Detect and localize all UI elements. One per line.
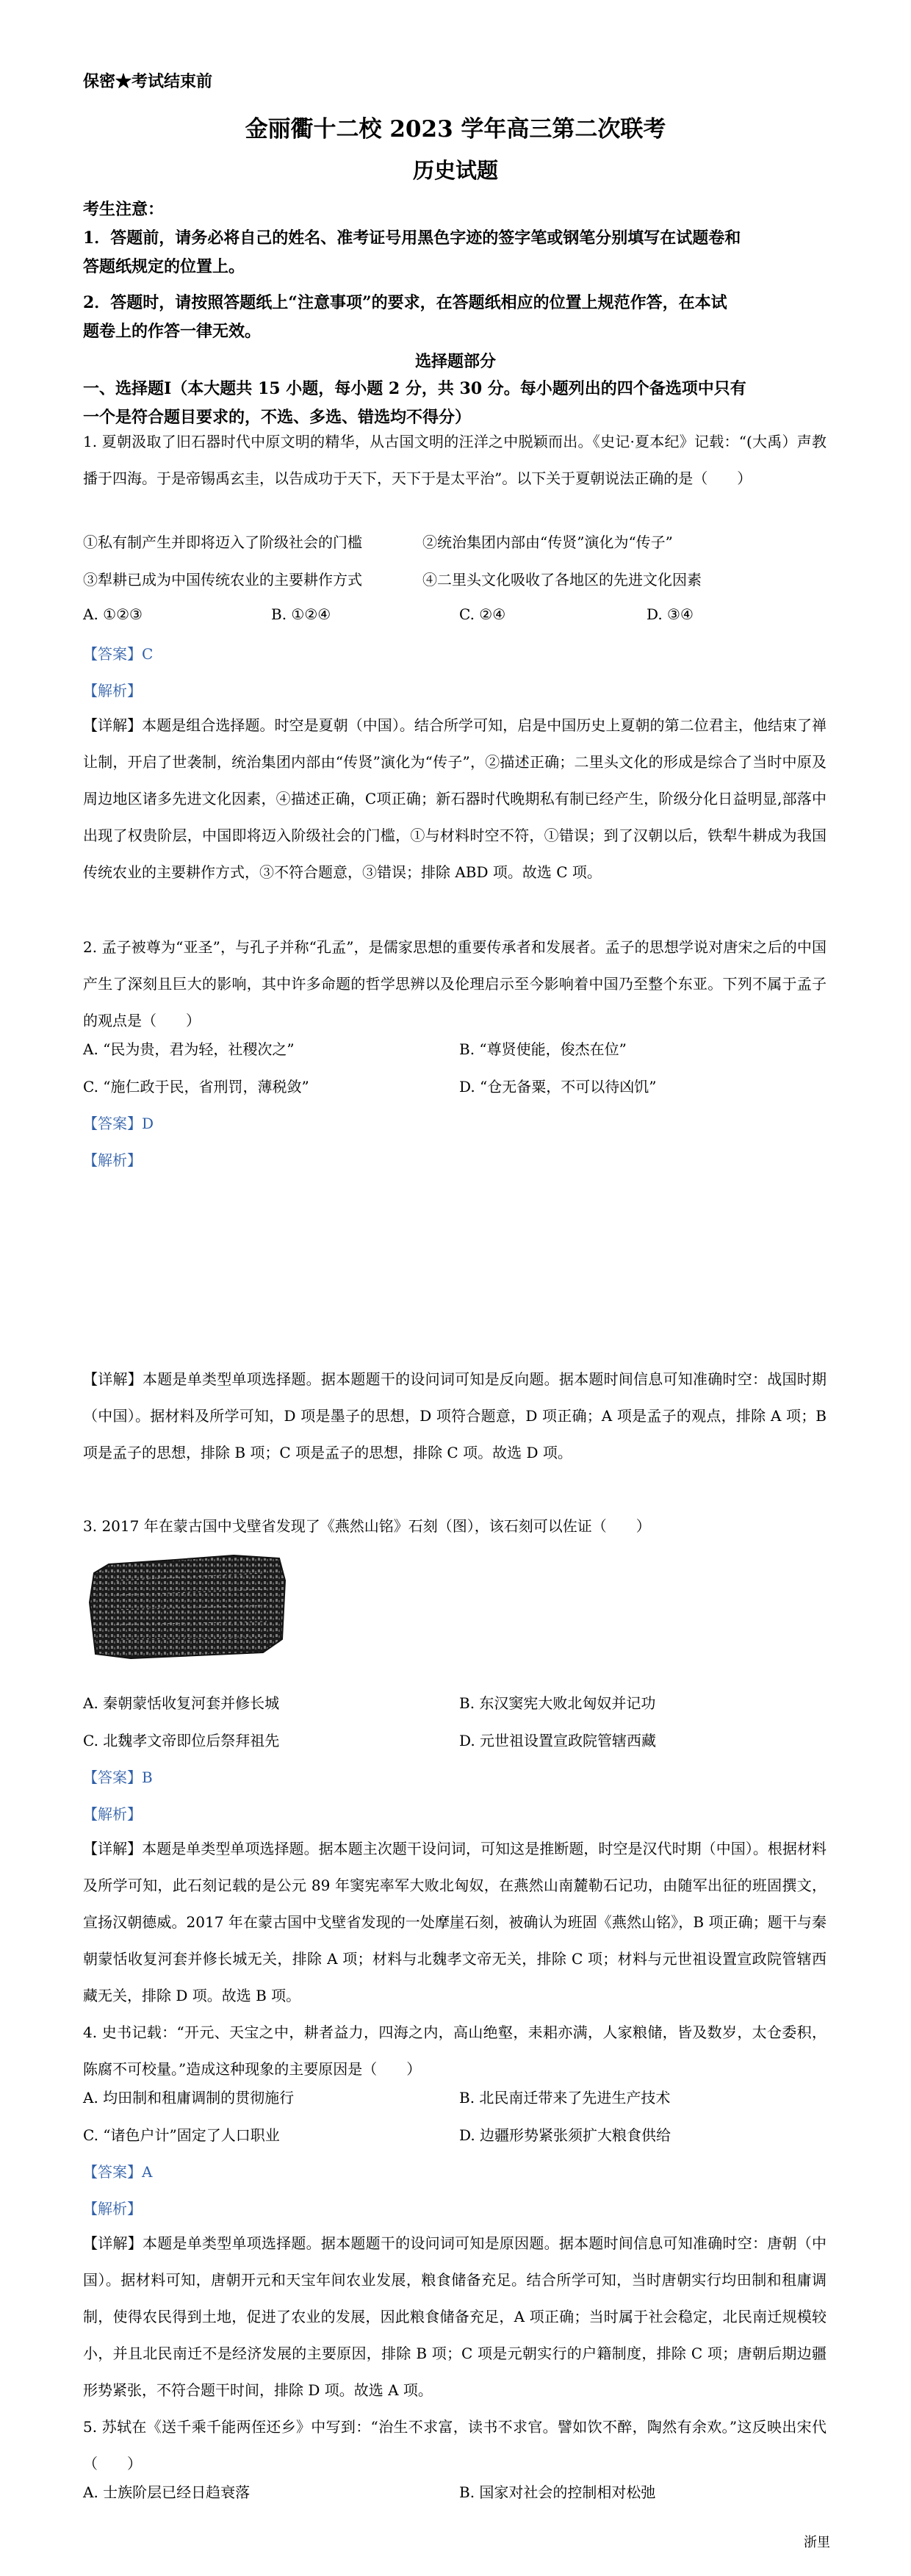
- q4-option-b: B. 北民南迁带来了先进生产技术: [459, 2089, 671, 2107]
- q2-detail: 【详解】本题是单类型单项选择题。据本题题干的设问词可知是反向题。据本题时间信息可知准确时空：战国时期（中国）。据材料及所学可知，D 项是墨子的思想，D 项符合题意，D 项正确；A 项是孟子的观点，排除 A 项；B 项是孟子的思想，排除 B 项；C 项是孟子的思想，排除 C 项。故选 D 项。: [83, 1370, 827, 1461]
- q1-statement-4: ④二里头文化吸收了各地区的先进文化因素: [422, 571, 702, 589]
- q1-stem: 1. 夏朝汲取了旧石器时代中原文明的精华，从古国文明的汪洋之中脱颖而出。《史记·夏本纪》记载：“(大禹）声教播于四海。于是帝锡禹玄圭，以告成功于天下，天下于是太平治”。以下关于夏朝说法正确的是（ ）: [83, 433, 827, 487]
- q1-statement-2: ②统治集团内部由“传贤”演化为“传子”: [422, 533, 673, 551]
- q3-analysis-label: 【解析】: [83, 1805, 142, 1823]
- exam-title: 金丽衢十二校 2023 学年高三第二次联考: [245, 116, 666, 143]
- q1-statement-1: ①私有制产生并即将迈入了阶级社会的门槛: [83, 533, 362, 551]
- q2-option-c: C. “施仁政于民，省刑罚，薄税敛”: [83, 1078, 309, 1095]
- q4-analysis-label: 【解析】: [83, 2200, 142, 2217]
- q3-option-a: A. 秦朝蒙恬收复河套并修长城: [83, 1694, 280, 1712]
- q4-option-a: A. 均田制和租庸调制的贯彻施行: [83, 2089, 295, 2107]
- part-heading-line-2: 一个是符合题目要求的，不选、多选、错选均不得分）: [83, 408, 472, 427]
- section-title: 选择题部分: [414, 352, 496, 371]
- q4-option-c: C. “诸色户计”固定了人口职业: [83, 2126, 280, 2144]
- q4-option-d: D. 边疆形势紧张须扩大粮食供给: [459, 2126, 671, 2144]
- notice-line-4: 题卷上的作答一律无效。: [83, 322, 262, 341]
- q3-option-b: B. 东汉窦宪大败北匈奴并记功: [459, 1694, 656, 1712]
- q1-statement-3: ③犁耕已成为中国传统农业的主要耕作方式: [83, 571, 362, 589]
- q5-option-b: B. 国家对社会的控制相对松弛: [459, 2483, 656, 2501]
- yanran-inscription-image: [87, 1551, 288, 1661]
- q3-option-d: D. 元世祖设置宣政院管辖西藏: [459, 1732, 657, 1749]
- notice-line-3: 2．答题时，请按照答题纸上“注意事项”的要求，在答题纸相应的位置上规范作答，在本试: [83, 293, 727, 312]
- q2-answer: 【答案】D: [83, 1115, 154, 1132]
- q3-detail: 【详解】本题是单类型单项选择题。据本题主次题干设问词，可知这是推断题，时空是汉代时期（中国）。根据材料及所学可知，此石刻记载的是公元 89 年窦宪率军大败北匈奴，在燕然山南麓勒石记功，由随军出征的班固撰文，宣扬汉朝德威。2017 年在蒙古国中戈壁省发现的一处摩崖石刻，被确认为班固《燕然山铭》，B 项正确；题干与秦朝蒙恬收复河套并修长城无关，排除 A 项；材料与北魏孝文帝无关，排除 C 项；材料与元世祖设置宣政院管辖西藏无关，排除 D 项。故选 B 项。: [83, 1840, 827, 2004]
- q2-option-b: B. “尊贤使能，俊杰在位”: [459, 1040, 627, 1058]
- q1-detail: 【详解】本题是组合选择题。时空是夏朝（中国）。结合所学可知，启是中国历史上夏朝的第二位君主，他结束了禅让制，开启了世袭制，统治集团内部由“传贤”演化为“传子”，②描述正确；二里头文化的形成是综合了当时中原及周边地区诸多先进文化因素，④描述正确，C项正确；新石器时代晚期私有制已经产生，阶级分化日益明显,部落中出现了权贵阶层，中国即将迈入阶级社会的门槛，①与材料时空不符，①错误；到了汉朝以后，铁犁牛耕成为我国传统农业的主要耕作方式，③不符合题意，③错误；排除 ABD 项。故选 C 项。: [83, 716, 827, 881]
- q3-answer: 【答案】B: [83, 1769, 153, 1786]
- q2-analysis-label: 【解析】: [83, 1151, 142, 1169]
- q4-answer: 【答案】A: [83, 2163, 153, 2181]
- subject-title: 历史试题: [412, 158, 498, 183]
- notice-heading: 考生注意：: [83, 200, 165, 219]
- confidential-header: 保密★考试结束前: [83, 72, 213, 91]
- q1-option-a: A. ①②③: [83, 605, 143, 623]
- q4-detail: 【详解】本题是单类型单项选择题。据本题题干的设问词可知是原因题。据本题时间信息可知准确时空：唐朝（中国）。据材料可知，唐朝开元和天宝年间农业发展，粮食储备充足。结合所学可知，当时唐朝实行均田制和租庸调制，使得农民得到土地，促进了农业的发展，因此粮食储备充足，A 项正确；当时属于社会稳定，北民南迁规模较小，并且北民南迁不是经济发展的主要原因，排除 B 项；C 项是元朝实行的户籍制度，排除 C 项；唐朝后期边疆形势紧张，不符合题干时间，排除 D 项。故选 A 项。: [83, 2234, 827, 2399]
- q2-stem: 2. 孟子被尊为“亚圣”，与孔子并称“孔孟”，是儒家思想的重要传承者和发展者。孟子的思想学说对唐宋之后的中国产生了深刻且巨大的影响，其中许多命题的哲学思辨以及伦理启示至今影响着中国乃至整个东亚。下列不属于孟子的观点是（ ）: [83, 938, 827, 1029]
- part-heading-line-1: 一、选择题Ⅰ（本大题共 15 小题，每小题 2 分，共 30 分。每小题列出的四个备选项中只有: [83, 379, 746, 398]
- q2-option-d: D. “仓无备粟，不可以待凶饥”: [459, 1078, 657, 1095]
- q4-stem: 4. 史书记载：“开元、天宝之中，耕者益力，四海之内，高山绝壑，耒耜亦满，人家粮储，皆及数岁，太仓委积，陈腐不可校量。”造成这种现象的主要原因是（ ）: [83, 2023, 827, 2078]
- q1-option-c: C. ②④: [459, 605, 506, 623]
- q1-analysis-label: 【解析】: [83, 682, 142, 699]
- q2-option-a: A. “民为贵，君为轻，社稷次之”: [83, 1040, 295, 1058]
- page-footer: 浙里: [804, 2535, 830, 2550]
- q1-answer: 【答案】C: [83, 645, 154, 663]
- notice-line-1: 1．答题前，请务必将自己的姓名、准考证号用黑色字迹的签字笔或钢笔分别填写在试题卷和: [83, 229, 741, 248]
- q1-option-b: B. ①②④: [271, 605, 331, 623]
- q5-option-a: A. 士族阶层已经日趋衰落: [83, 2483, 251, 2501]
- q1-option-d: D. ③④: [647, 605, 694, 623]
- q3-option-c: C. 北魏孝文帝即位后祭拜祖先: [83, 1732, 280, 1749]
- notice-line-2: 答题纸规定的位置上。: [83, 257, 245, 276]
- q5-stem: 5. 苏轼在《送千乘千能两侄还乡》中写到：“治生不求富，读书不求官。譬如饮不醉，陶然有余欢。”这反映出宋代（ ）: [83, 2418, 827, 2472]
- q3-stem: 3. 2017 年在蒙古国中戈壁省发现了《燕然山铭》石刻（图），该石刻可以佐证（ ）: [83, 1517, 651, 1535]
